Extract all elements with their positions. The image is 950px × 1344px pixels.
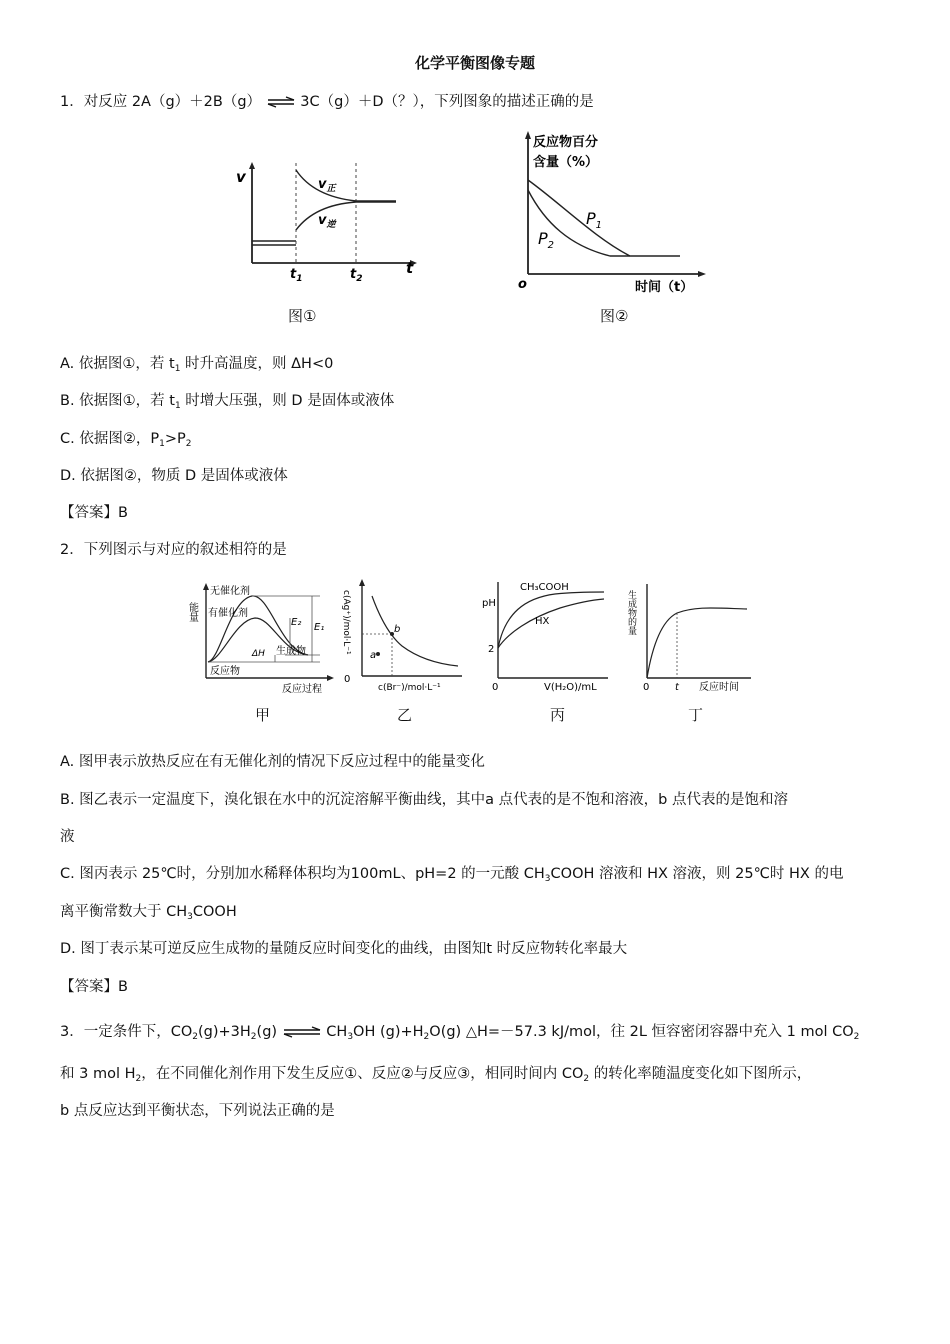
fig2-y-label-2: 含量（%）	[533, 155, 599, 170]
jia-reactant-label: 反应物	[210, 666, 240, 677]
page-title: 化学平衡图像专题	[414, 54, 535, 72]
jia-e1-label: E₁	[314, 622, 325, 633]
q1-option-c: C. 依据图②，$P_1>P_2$	[60, 431, 192, 449]
figure-jia-energy	[186, 580, 340, 695]
q2-answer: 【答案】B	[60, 979, 128, 995]
jia-caption: 甲	[255, 706, 271, 724]
bing-caption: 丙	[550, 706, 566, 724]
q3-line3: b 点反应达到平衡状态，下列说法正确的是	[60, 1103, 335, 1119]
figure-1-rate-time	[228, 158, 428, 283]
figure-ding-product-time	[625, 582, 755, 697]
yi-y-label: c(Ag⁺)/mol·L⁻¹	[341, 590, 351, 655]
q2-option-d: D. 图丁表示某可逆反应生成物的量随反应时间变化的曲线，由图知t 时反应物转化率最大	[60, 941, 628, 957]
jia-cat-label: 有催化剂	[208, 608, 248, 619]
bing-curve-ch3cooh	[498, 592, 604, 648]
ding-x-label: 反应时间	[699, 682, 739, 693]
q2-stem: 2．下列图示与对应的叙述相符的是	[60, 542, 287, 558]
ding-curve	[647, 608, 747, 678]
q2-option-b-line2: 液	[60, 829, 75, 845]
fig1-v-forward-label: $v_正$	[318, 177, 336, 194]
q1-option-a: A. 依据图①，若 $t_1$ 时升高温度，则 ΔH<0	[60, 356, 334, 374]
yi-origin: 0	[344, 674, 351, 685]
fig2-caption: 图②	[600, 307, 629, 325]
ding-origin: 0	[643, 682, 650, 693]
jia-x-label: 反应过程	[282, 684, 322, 695]
fig2-p1-label: $P_1$	[586, 209, 603, 231]
fig1-t2-label: $t_2$	[350, 267, 363, 284]
fig1-v-forward-curve	[296, 170, 396, 201]
yi-curve	[372, 596, 458, 666]
ding-caption: 丁	[688, 706, 704, 724]
figure-2-percent-time	[510, 128, 710, 298]
fig1-v-reverse-label: $v_逆$	[318, 213, 336, 230]
q2-option-c-line2: 离平衡常数大于 $CH_3COOH$	[60, 904, 237, 922]
equilibrium-arrow-icon	[282, 1026, 322, 1038]
bing-y-label: pH	[482, 598, 496, 609]
fig1-x-label: t	[406, 259, 414, 277]
q2-option-a: A. 图甲表示放热反应在有无催化剂的情况下反应过程中的能量变化	[60, 754, 485, 770]
fig2-x-label: 时间（t）	[635, 280, 694, 295]
fig1-t1-label: $t_1$	[290, 267, 303, 284]
fig2-origin: o	[518, 277, 527, 292]
bing-origin: 0	[492, 682, 499, 693]
fig2-p2-label: $P_2$	[538, 229, 555, 251]
bing-curve-hx	[498, 599, 604, 648]
yi-x-label: c(Br⁻)/mol·L⁻¹	[378, 683, 441, 693]
ding-t-label: t	[675, 682, 679, 693]
q2-option-b-line1: B. 图乙表示一定温度下，溴化银在水中的沉淀溶解平衡曲线，其中a 点代表的是不饱和溶液，b 点代表的是饱和溶	[60, 792, 788, 808]
equilibrium-arrow-icon	[266, 96, 296, 108]
yi-b-label: b	[394, 624, 401, 635]
q1-option-b: B. 依据图①，若 $t_1$ 时增大压强，则 D 是固体或液体	[60, 393, 395, 411]
bing-hx-label: HX	[535, 616, 550, 627]
yi-a-label: a	[370, 650, 377, 661]
figure-bing-ph-dilution	[480, 578, 610, 696]
bing-two-label: 2	[488, 644, 495, 655]
q2-option-c-line1: C. 图丙表示 25℃时，分别加水稀释体积均为100mL、pH=2 的一元酸 $CH_3COOH$ 溶液和 HX 溶液，则 25℃时 HX 的电	[60, 866, 844, 884]
q1-stem-prefix: 1．对反应 2A（g）＋2B（g）	[60, 94, 262, 110]
q3-line1: 3．一定条件下，$CO_2(g)+3H_2(g)$ $CH_3OH$ $(g)+H_2O(g)$ △H=－57.3 kJ/mol，往 2L 恒容密闭容器中充入 1 mol $CO_2$	[60, 1024, 860, 1042]
fig2-y-label-1: 反应物百分	[533, 135, 599, 150]
q3-line2: 和 3 mol $H_2$，在不同催化剂作用下发生反应①、反应②与反应③，相同时间内 $CO_2$ 的转化率随温度变化如下图所示，	[60, 1066, 812, 1084]
jia-dh-label: ΔH	[252, 649, 265, 659]
q1-option-d: D. 依据图②，物质 D 是固体或液体	[60, 468, 288, 484]
figure-yi-solubility	[340, 578, 465, 696]
jia-y-label: 能量	[186, 602, 198, 622]
q1-stem-suffix: 3C（g）＋D（？），下列图象的描述正确的是	[300, 94, 594, 110]
q1-stem	[60, 90, 594, 111]
jia-e2-label: E₂	[291, 617, 302, 628]
bing-x-label: V(H₂O)/mL	[544, 682, 597, 693]
jia-product-label: 生成物	[276, 646, 306, 657]
q1-answer: 【答案】B	[60, 505, 128, 521]
fig1-v-reverse-curve	[296, 202, 396, 230]
fig1-y-label: v	[236, 168, 246, 186]
ding-y-label: 生成物的量	[626, 590, 636, 635]
yi-caption: 乙	[397, 706, 413, 724]
bing-ch3cooh-label: CH₃COOH	[520, 582, 569, 593]
fig1-caption: 图①	[288, 307, 317, 325]
jia-uncat-label: 无催化剂	[210, 586, 250, 597]
yi-point-a	[376, 652, 380, 656]
